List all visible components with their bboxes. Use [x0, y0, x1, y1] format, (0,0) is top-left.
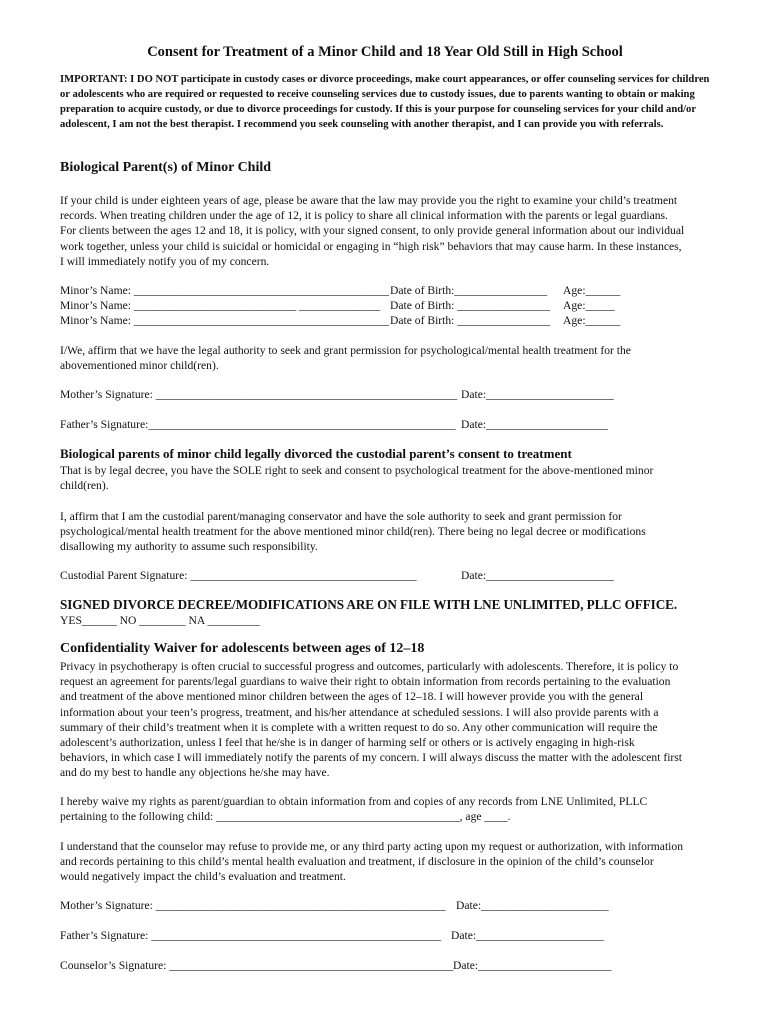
paragraph-line: would negatively impact the child’s evaluation and treatment. [60, 870, 346, 884]
section-divorced-parents-heading: Biological parents of minor child legally divorced the custodial parent’s consent to treatment [60, 446, 572, 461]
section-biological-parents-heading: Biological Parent(s) of Minor Child [60, 160, 272, 175]
minor-name-field-2[interactable]: Minor’s Name: ____________________________ ______________ [60, 299, 381, 312]
waiver-mother-signature-field[interactable]: Mother’s Signature: __________________________________________________ [60, 899, 446, 912]
counselor-signature-field[interactable]: Counselor’s Signature: _________________________________________________ [60, 959, 454, 972]
important-notice: IMPORTANT: I DO NOT participate in custody cases or divorce proceedings, make court appearances, or offer counseling services for children or adolescents who are required or requested to receive counseling services due to custody issues, due to parents wanting to obtain or making preparation to acquire custody, or due to divorce proceedings for custody. If this is your purpose for counseling services for your child and/or adolescent, I am not the best therapist. I recommend you seek counseling with another therapist, and I can provide you with referrals. [60, 74, 710, 130]
paragraph-line: That is by legal decree, you have the SOLE right to seek and consent to psychological treatment for the above-mentioned minor [60, 464, 654, 477]
paragraph-line: I, affirm that I am the custodial parent/managing conservator and have the sole authority to seek and grant permission for [60, 510, 622, 523]
paragraph-line: I hereby waive my rights as parent/guardian to obtain information from and copies of any records from LNE Unlimited, PLLC [60, 795, 648, 808]
paragraph-line: disallowing my authority to assume such responsibility. [60, 540, 318, 554]
paragraph-line: and records pertaining to this child’s mental health evaluation and treatment, if disclosure in the opinion of the child’s counselor [60, 855, 654, 869]
waiver-father-date-field[interactable]: Date:______________________ [451, 929, 604, 942]
custodial-parent-signature-field[interactable]: Custodial Parent Signature: _______________________________________ [60, 569, 417, 582]
date-of-birth-field-3[interactable]: Date of Birth: ________________ [390, 314, 551, 327]
paragraph-line: I/We, affirm that we have the legal authority to seek and grant permission for psychological/mental health treatment for the [60, 344, 631, 357]
paragraph-line: and do my best to handle any objections he/she may have. [60, 766, 330, 780]
date-of-birth-field-2[interactable]: Date of Birth: ________________ [390, 299, 551, 312]
understanding-statement [60, 839, 683, 885]
section2-paragraph [60, 463, 653, 493]
section3-paragraph [60, 659, 682, 781]
waiver-father-signature-field[interactable]: Father’s Signature: __________________________________________________ [60, 929, 442, 942]
mother-signature-date-field[interactable]: Date:______________________ [461, 388, 614, 401]
paragraph-line: Privacy in psychotherapy is often crucial to successful progress and outcomes, particularly with adolescents. Therefore, it is policy to [60, 660, 679, 673]
minor-name-field-1[interactable]: Minor’s Name: ____________________________________________ [60, 284, 389, 297]
paragraph-line: request an agreement for parents/legal guardians to waive their right to obtain information from records pertaining to the evaluation [60, 675, 671, 689]
divorce-decree-options[interactable]: YES______ NO ________ NA _________ [60, 614, 260, 627]
waiver-statement[interactable] [60, 794, 647, 824]
age-field-3[interactable]: Age:______ [563, 314, 621, 327]
counselor-signature-date-field[interactable]: Date:_______________________ [453, 959, 612, 972]
age-field-1[interactable]: Age:______ [563, 284, 621, 297]
father-signature-field[interactable]: Father’s Signature:_____________________________________________________ [60, 418, 456, 431]
age-field-2[interactable]: Age:_____ [563, 299, 615, 312]
paragraph-line: child(ren). [60, 479, 109, 493]
paragraph-line: summary of their child’s treatment when it is complete with a written request to do so. Any other communication will require the [60, 720, 658, 734]
paragraph-line: I understand that the counselor may refuse to provide me, or any third party acting upon my request or authorization, with information [60, 840, 683, 853]
paragraph-line: psychological/mental health treatment for the above mentioned minor child(ren). There being no legal decree or modifications [60, 525, 646, 539]
paragraph-line: and treatment of the above mentioned minor children between the ages of 12–18. I will however provide you with the general [60, 690, 644, 704]
section-confidentiality-waiver-heading: Confidentiality Waiver for adolescents between ages of 12–18 [60, 641, 425, 656]
divorce-decree-heading: SIGNED DIVORCE DECREE/MODIFICATIONS ARE ON FILE WITH LNE UNLIMITED, PLLC OFFICE. [60, 597, 678, 612]
father-signature-date-field[interactable]: Date:_____________________ [461, 418, 608, 431]
paragraph-line: adolescent’s authorization, unless I feel that he/she is in danger of harming self or others or is actively engaging in high-risk [60, 736, 635, 750]
paragraph-line: If your child is under eighteen years of age, please be aware that the law may provide you the right to examine your child’s treatment [60, 194, 678, 207]
paragraph-line: records. When treating children under the age of 12, it is policy to share all clinical information with the parents or legal guardians. [60, 209, 668, 223]
date-of-birth-field-1[interactable]: Date of Birth:________________ [390, 284, 548, 297]
paragraph-line: For clients between the ages 12 and 18, it is policy, with your signed consent, to only provide general information about our individual [60, 224, 685, 238]
custodial-affirmation [60, 509, 646, 555]
custodial-signature-date-field[interactable]: Date:______________________ [461, 569, 614, 582]
child-name-age-field[interactable]: pertaining to the following child: __________________________________________, age ____. [60, 810, 511, 824]
paragraph-line: information about your teen’s progress, treatment, and his/her attendance at scheduled sessions. I will also provide parents with a [60, 705, 659, 719]
mother-signature-field[interactable]: Mother’s Signature: ____________________________________________________ [60, 388, 458, 401]
paragraph-line: behaviors, in which case I will immediately notify the parents of my concern. I will always discuss the matter with the adolescent first [60, 751, 683, 765]
page-title: Consent for Treatment of a Minor Child and 18 Year Old Still in High School [147, 44, 623, 60]
parents-affirmation [60, 343, 631, 373]
minor-name-field-3[interactable]: Minor’s Name: ____________________________________________ [60, 314, 389, 327]
paragraph-line: I will immediately notify you of my concern. [60, 254, 270, 268]
section1-paragraph [60, 193, 684, 269]
paragraph-line: abovementioned minor child(ren). [60, 359, 219, 373]
waiver-mother-date-field[interactable]: Date:______________________ [456, 899, 609, 912]
paragraph-line: work together, unless your child is suicidal or homicidal or engaging in “high risk” behaviors that may cause harm. In these instances, [60, 239, 682, 253]
